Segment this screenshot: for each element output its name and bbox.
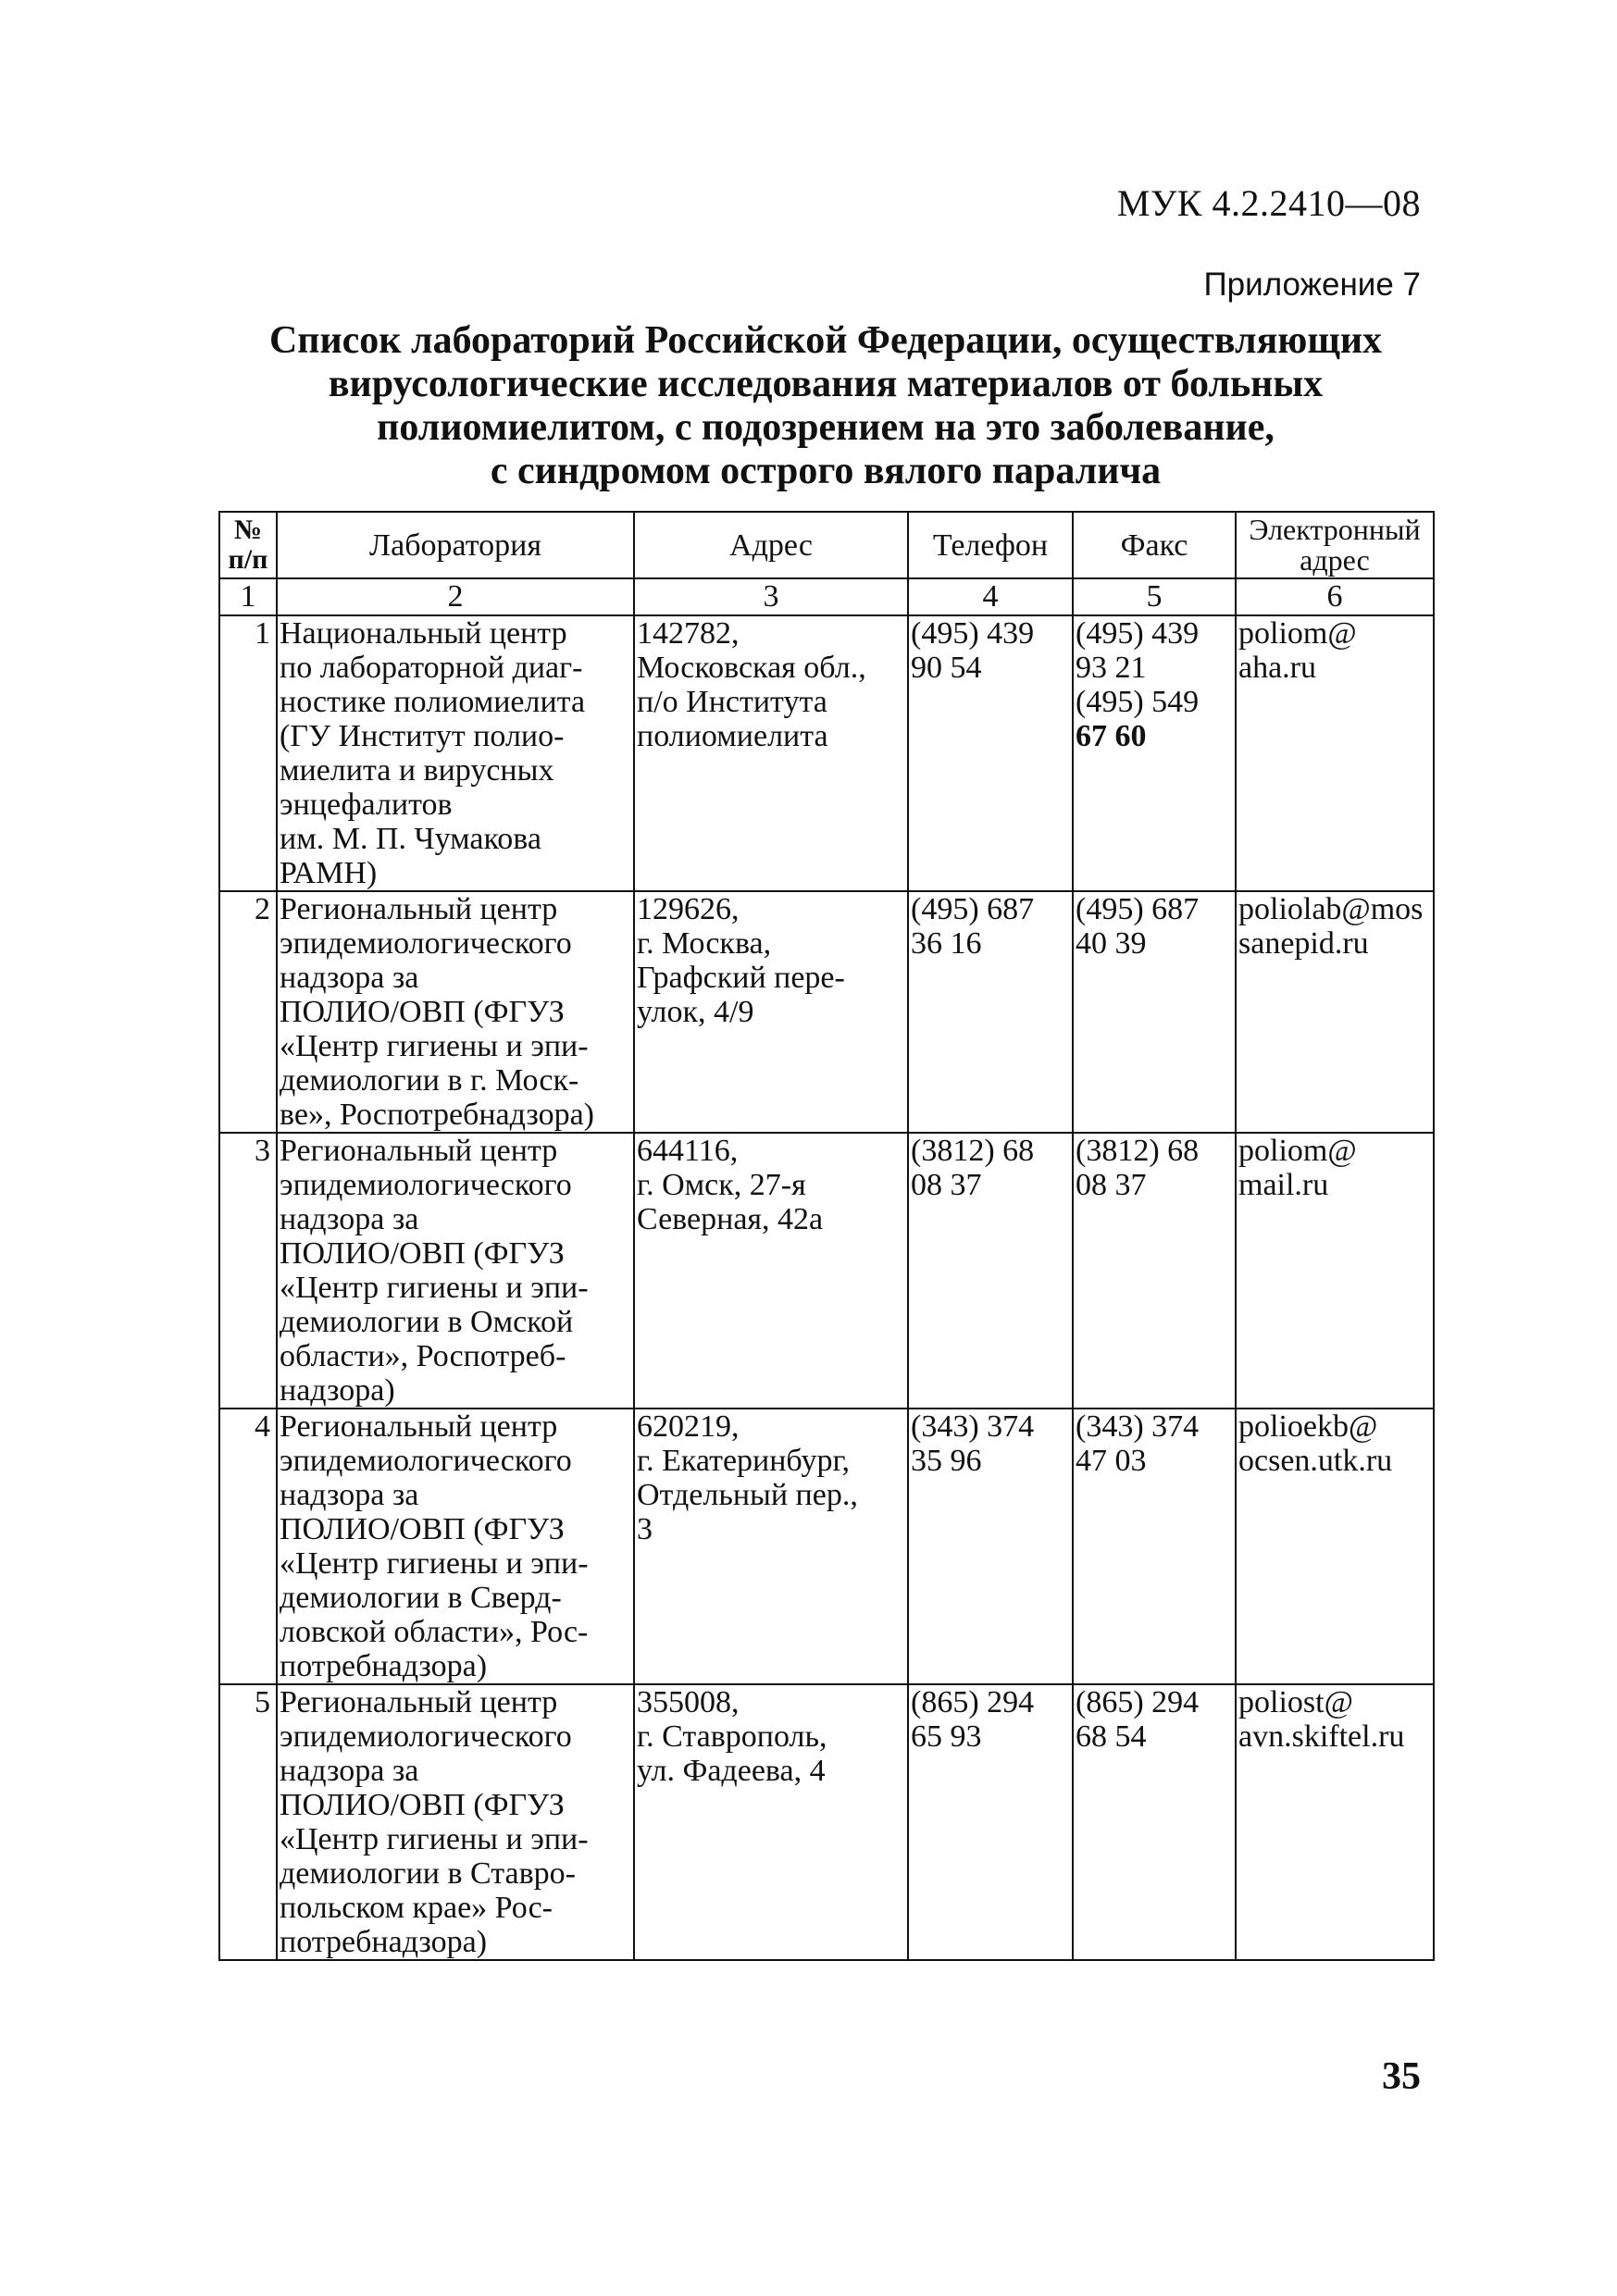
lab-phone: (865) 294 65 93 <box>908 1684 1073 1960</box>
lab-email: polioekb@ ocsen.utk.ru <box>1236 1409 1434 1684</box>
lab-email: poliolab@mos sanepid.ru <box>1236 891 1434 1133</box>
lab-fax: (3812) 68 08 37 <box>1073 1133 1236 1409</box>
lab-phone: (3812) 68 08 37 <box>908 1133 1073 1409</box>
header-email: Электронный адрес <box>1236 512 1434 578</box>
row-number: 1 <box>219 615 277 891</box>
lab-email: poliom@ mail.ru <box>1236 1133 1434 1409</box>
lab-address: 644116, г. Омск, 27-я Северная, 42а <box>634 1133 908 1409</box>
page-title <box>218 319 1433 493</box>
row-number: 3 <box>219 1133 277 1409</box>
column-number: 2 <box>277 578 634 615</box>
column-number: 1 <box>219 578 277 615</box>
row-number: 4 <box>219 1409 277 1684</box>
table-row <box>219 615 1434 891</box>
table-row <box>219 1409 1434 1684</box>
appendix-label: Приложение 7 <box>1203 267 1421 303</box>
lab-fax-extra: 67 60 <box>1076 719 1147 753</box>
lab-fax: (343) 374 47 03 <box>1073 1409 1236 1684</box>
column-number: 3 <box>634 578 908 615</box>
lab-address: 355008, г. Ставрополь, ул. Фадеева, 4 <box>634 1684 908 1960</box>
lab-name: Региональный центр эпидемиологического надзора за ПОЛИО/ОВП (ФГУЗ «Центр гигиены и эпи- демиологии в Омской области», Роспотреб- надзора) <box>277 1133 634 1409</box>
title-line-4: с синдромом острого вялого паралича <box>490 450 1162 492</box>
header-address: Адрес <box>634 512 908 578</box>
lab-phone: (343) 374 35 96 <box>908 1409 1073 1684</box>
document-code: МУК 4.2.2410—08 <box>1116 182 1421 224</box>
table-row <box>219 1684 1434 1960</box>
lab-address: 129626, г. Москва, Графский пере- улок, 4/9 <box>634 891 908 1133</box>
lab-email: poliost@ avn.skiftel.ru <box>1236 1684 1434 1960</box>
header-phone: Телефон <box>908 512 1073 578</box>
header-lab: Лаборатория <box>277 512 634 578</box>
row-number: 5 <box>219 1684 277 1960</box>
lab-name: Региональный центр эпидемиологического надзора за ПОЛИО/ОВП (ФГУЗ «Центр гигиены и эпи- демиологии в г. Моск- ве», Роспотребнадзора) <box>277 891 634 1133</box>
column-numbers-row <box>219 578 1434 615</box>
lab-name: Региональный центр эпидемиологического надзора за ПОЛИО/ОВП (ФГУЗ «Центр гигиены и эпи- демиологии в Сверд- ловской области», Рос- потребнадзора) <box>277 1409 634 1684</box>
lab-phone: (495) 439 90 54 <box>908 615 1073 891</box>
header-num: № п/п <box>219 512 277 578</box>
laboratories-table <box>218 511 1435 1961</box>
column-number: 4 <box>908 578 1073 615</box>
column-number: 6 <box>1236 578 1434 615</box>
table-header-row <box>219 512 1434 578</box>
row-number: 2 <box>219 891 277 1133</box>
title-line-2: вирусологические исследования материалов от больных <box>328 363 1324 405</box>
lab-phone: (495) 687 36 16 <box>908 891 1073 1133</box>
title-line-3: полиомиелитом, с подозрением на это заболевание, <box>377 406 1275 449</box>
lab-address: 620219, г. Екатеринбург, Отдельный пер., 3 <box>634 1409 908 1684</box>
table-row <box>219 891 1434 1133</box>
header-fax: Факс <box>1073 512 1236 578</box>
lab-fax: (495) 439 93 21 (495) 549 67 60 <box>1073 615 1236 891</box>
lab-email: poliom@ aha.ru <box>1236 615 1434 891</box>
lab-name: Региональный центр эпидемиологического надзора за ПОЛИО/ОВП (ФГУЗ «Центр гигиены и эпи- демиологии в Ставро- польском крае» Рос- потребнадзора) <box>277 1684 634 1960</box>
table-row <box>219 1133 1434 1409</box>
column-number: 5 <box>1073 578 1236 615</box>
lab-name: Национальный центр по лабораторной диаг- ностике полиомиелита (ГУ Институт полио- миелита и вирусных энцефалитов им. М. П. Чумакова РАМН) <box>277 615 634 891</box>
lab-fax: (865) 294 68 54 <box>1073 1684 1236 1960</box>
title-line-1: Список лабораторий Российской Федерации, осуществляющих <box>268 319 1383 362</box>
lab-fax: (495) 687 40 39 <box>1073 891 1236 1133</box>
page-number: 35 <box>1382 2055 1421 2098</box>
lab-address: 142782, Московская обл., п/о Института полиомиелита <box>634 615 908 891</box>
